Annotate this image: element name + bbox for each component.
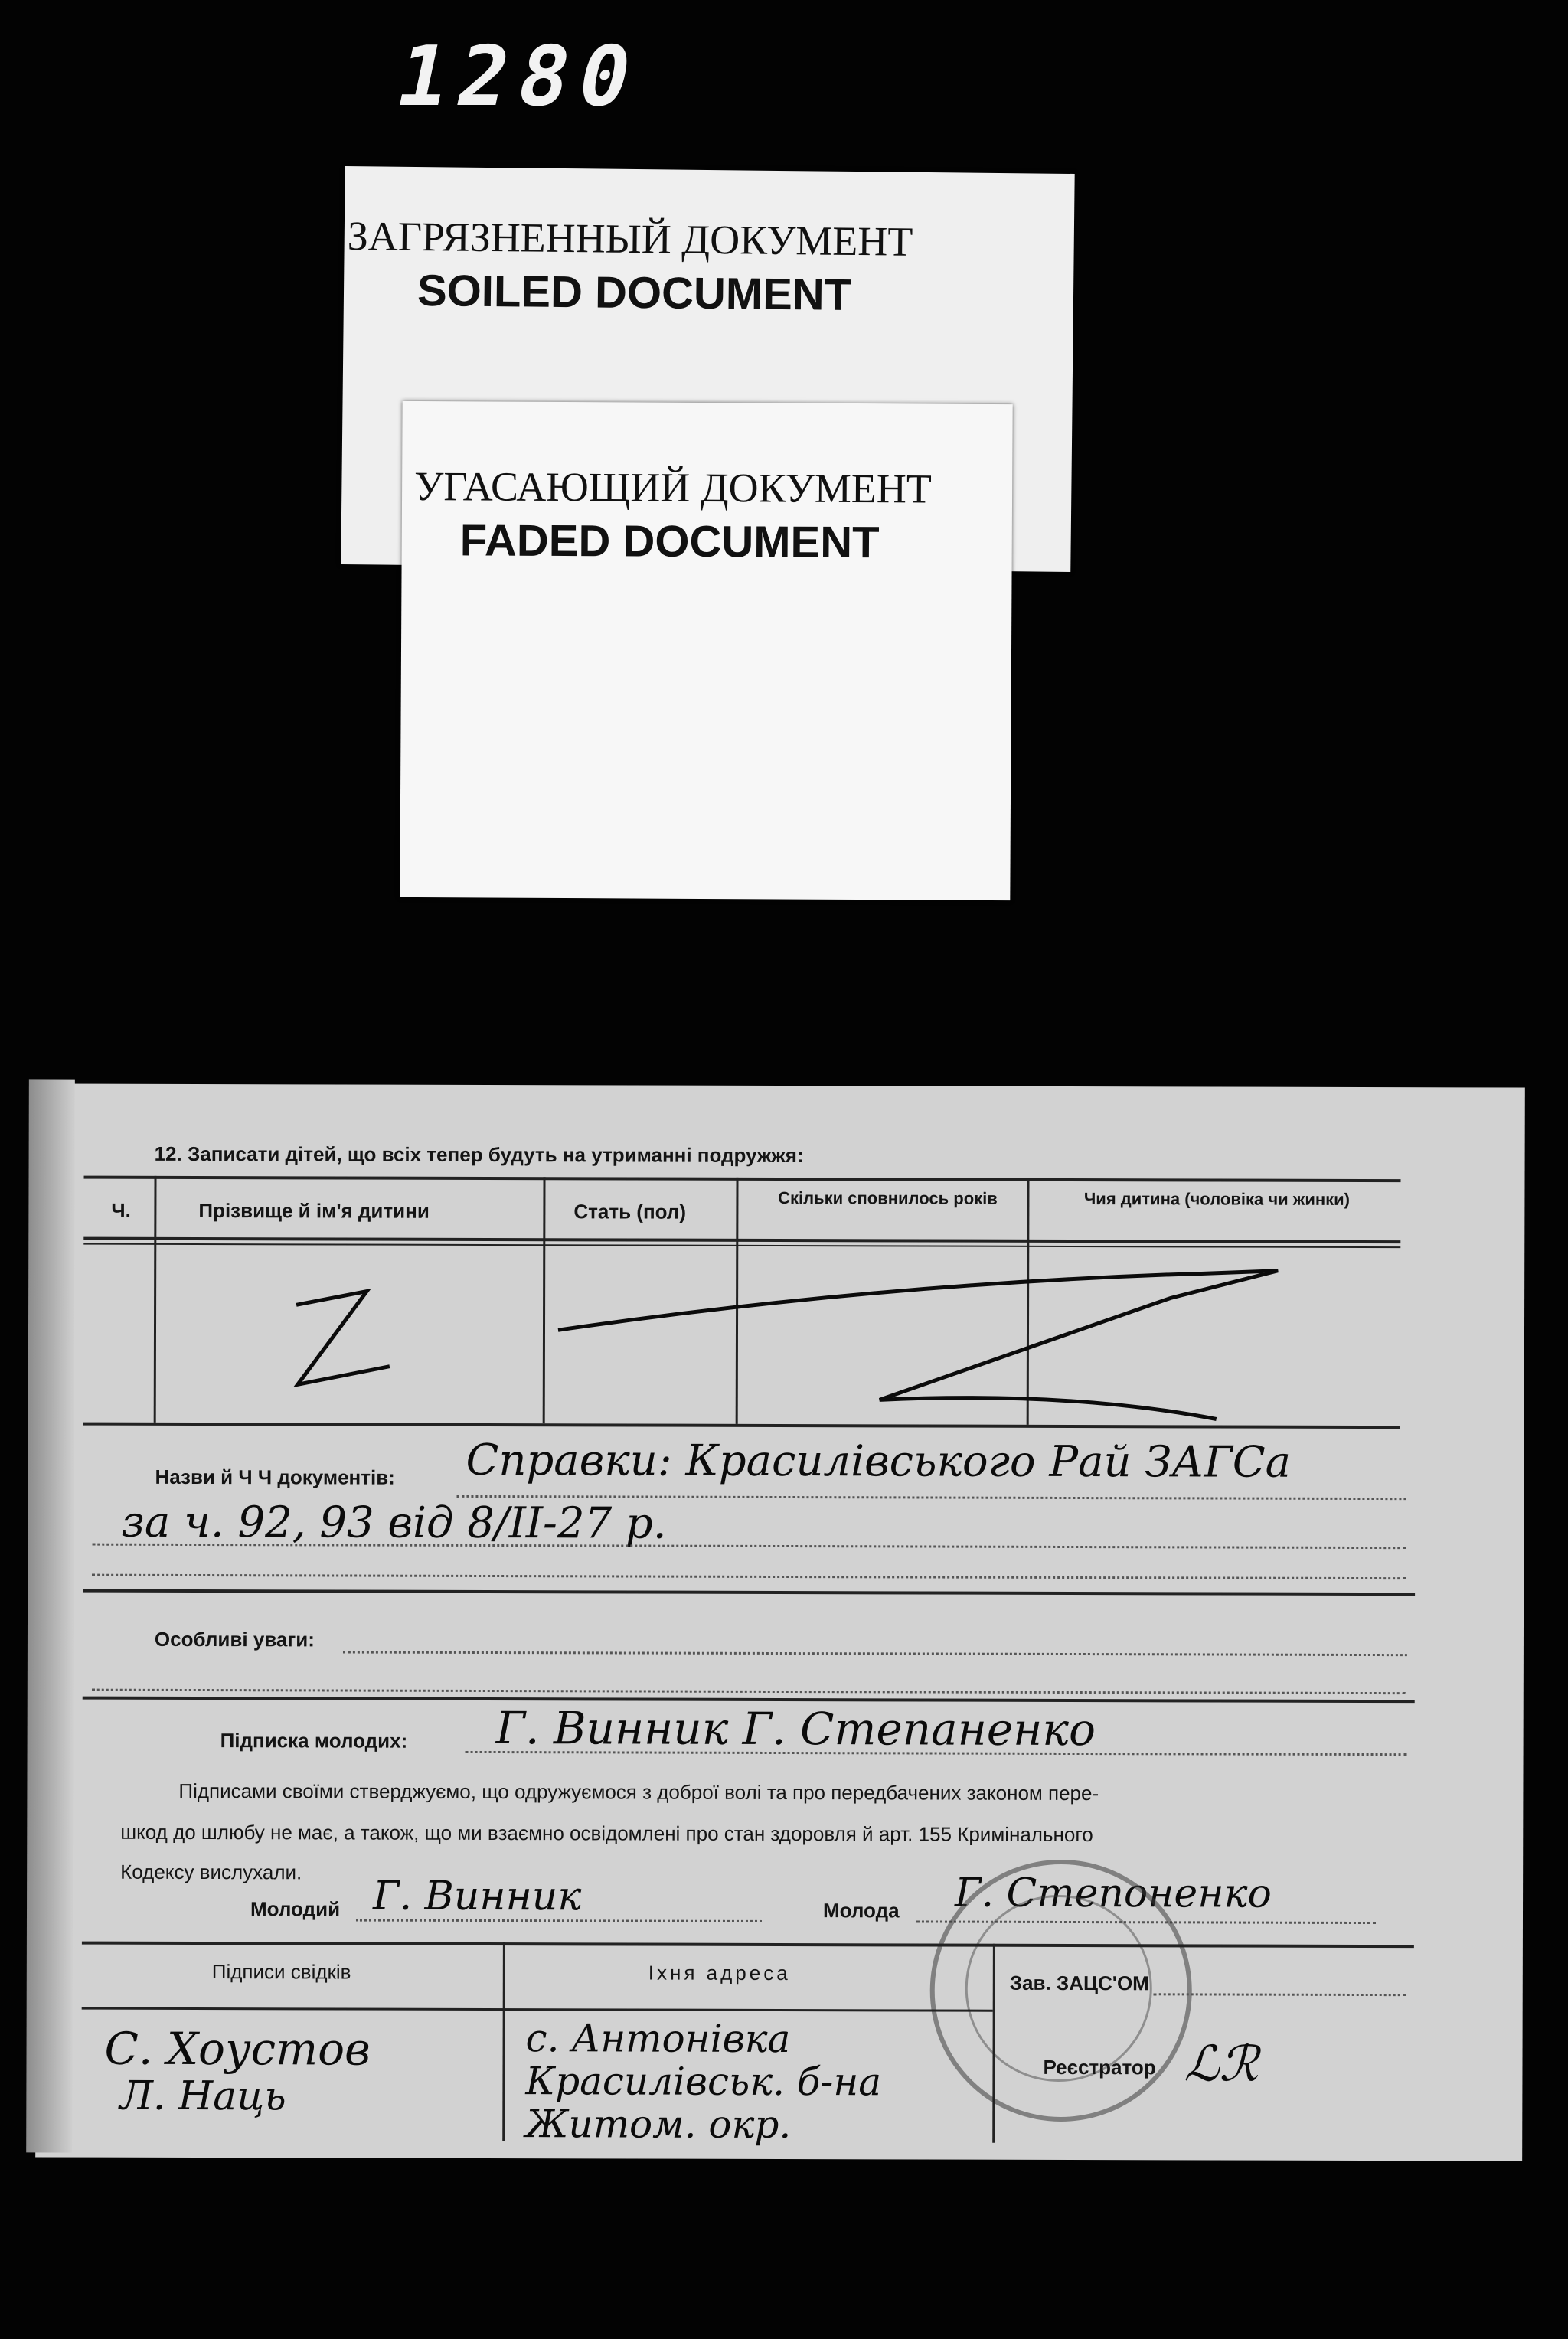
soiled-notice-ru: ЗАГРЯЗНЕННЫЙ ДОКУМЕНТ — [347, 213, 913, 265]
header-age: Скільки сповнилось років — [778, 1187, 998, 1208]
declaration-line-3: Кодексу вислухали. — [120, 1860, 302, 1884]
soiled-notice-en: SOILED DOCUMENT — [416, 266, 852, 320]
witness-2: Л. Наць — [119, 2073, 286, 2120]
bride-label: Молода — [822, 1899, 900, 1922]
registrar-signature: ℒℛ — [1184, 2036, 1259, 2093]
section-rule — [83, 1697, 1415, 1704]
witness-1: С. Хоустов — [104, 2022, 371, 2076]
registrar-label: Реєстратор — [1043, 2055, 1156, 2079]
header-child-name: Прізвище й ім'я дитини — [198, 1199, 430, 1223]
header-whose-child: Чия дитина (чоловіка чи жинки) — [1083, 1189, 1351, 1209]
documents-dotted-line-3 — [92, 1574, 1406, 1579]
groom-dotted-line — [356, 1919, 762, 1922]
section-title: 12. Записати дітей, що всіх тепер будуть на утриманні подружжя: — [154, 1142, 804, 1168]
remarks-dotted-line — [343, 1651, 1407, 1657]
documents-value-2: за ч. 92, 93 від 8/ІІ-27 р. — [121, 1497, 667, 1549]
address-1: с. Антонівка — [525, 2016, 791, 2062]
groom-label: Молодий — [250, 1897, 341, 1921]
bride-signature: Г. Степоненко — [954, 1870, 1272, 1917]
signatures-col-rule — [992, 1944, 995, 2143]
remarks-label: Особливі уваги: — [154, 1627, 315, 1651]
declaration-line-1: Підписами своїми стверджуємо, що одружуємося з доброї волі та про передбачених законом пере- — [178, 1779, 1099, 1805]
marriage-record-form — [35, 1083, 1525, 2161]
signatures-top-rule — [82, 1942, 1414, 1949]
declaration-line-2: шкод до шлюбу не має, а також, що ми взаємно освідомлені про стан здоровля й арт. 155 Кримінального — [120, 1820, 1093, 1847]
signature-value: Г. Винник Г. Степаненко — [495, 1702, 1096, 1756]
witness-header: Підписи свідків — [211, 1960, 351, 1984]
header-number: Ч. — [111, 1198, 131, 1222]
documents-label: Назви й Ч Ч документів: — [155, 1465, 395, 1489]
signatures-header-rule — [82, 2007, 993, 2012]
address-3: Житом. окр. — [525, 2102, 792, 2148]
table-strike-through — [38, 1083, 1525, 1439]
documents-value-1: Справки: Красилівського Рай ЗАГСа — [466, 1435, 1292, 1488]
head-label: Зав. ЗАЦС'ОМ — [1009, 1971, 1149, 1995]
address-header: Іхня адреса — [648, 1961, 791, 1985]
faded-document-notice — [400, 401, 1012, 900]
remarks-dotted-line-2 — [92, 1689, 1406, 1694]
signature-label: Підписка молодих: — [220, 1729, 408, 1753]
section-rule — [83, 1589, 1415, 1596]
signatures-col-rule — [502, 1942, 505, 2141]
header-sex: Стать (пол) — [573, 1200, 687, 1223]
address-2: Красилівськ. б-на — [525, 2059, 882, 2105]
groom-signature: Г. Винник — [372, 1873, 582, 1920]
faded-notice-en: FADED DOCUMENT — [459, 515, 880, 568]
faded-notice-ru: УГАСАЮЩИЙ ДОКУМЕНТ — [413, 463, 932, 512]
frame-number: 1280 — [387, 29, 651, 125]
